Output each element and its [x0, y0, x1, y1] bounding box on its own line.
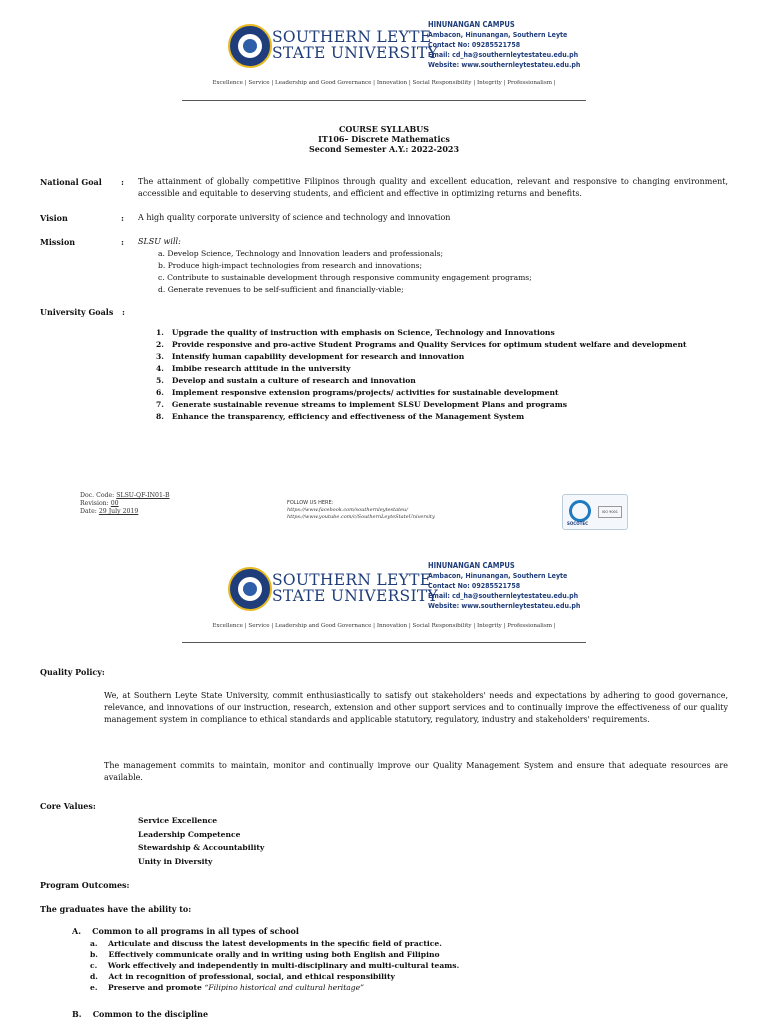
- national-goal-text: The attainment of globally competitive Filipinos through quality and excellent education, relevant and responsive to changing environment, accessible and equitable to deserving students, and efficient and effective in optimizing returns and benefits.: [138, 177, 728, 198]
- header-divider: [182, 100, 586, 101]
- revision: 00: [110, 500, 119, 507]
- youtube-link[interactable]: https://www.youtube.com/c/SouthernLeyteStateUniversity: [287, 514, 435, 520]
- list-item: 2. Provide responsive and pro-active Student Programs and Quality Services for optimum student welfare and development: [156, 340, 687, 349]
- campus-address: Ambacon, Hinunangan, Southern Leyte: [428, 31, 568, 39]
- mission-label: Mission: [40, 237, 76, 247]
- doc-date: 29 July 2019: [98, 508, 139, 515]
- list-item: Unity in Diversity: [138, 856, 213, 866]
- list-item: 7. Generate sustainable revenue streams to implement SLSU Development Plans and programs: [156, 400, 568, 409]
- list-item: a. Develop Science, Technology and Innovation leaders and professionals;: [158, 249, 444, 258]
- list-item: 3. Intensify human capability development for research and innovation: [156, 352, 465, 361]
- university-name-line2: STATE UNIVERSITY: [272, 587, 439, 605]
- list-item: 4. Imbibe research attitude in the university: [156, 364, 351, 373]
- list-item: Service Excellence: [138, 816, 218, 825]
- university-name-line2: STATE UNIVERSITY: [272, 44, 439, 62]
- document-control: Doc. Code: SLSU-QF-IN01-B Revision: 00 Date: 29 July 2019: [80, 492, 170, 515]
- core-values-tagline: Excellence | Service | Leadership and Good Governance | Innovation | Social Responsibility | Integrity | Professionalism |: [212, 80, 556, 86]
- university-name-line1: SOUTHERN LEYTE: [272, 571, 432, 589]
- outcome-group-b: B. Common to the discipline: [72, 1009, 209, 1019]
- campus-website: Website: www.southernleytestateu.edu.ph: [428, 602, 581, 610]
- vision-colon: :: [121, 213, 124, 223]
- list-item: 1. Upgrade the quality of instruction with emphasis on Science, Technology and Innovations: [156, 328, 555, 337]
- follow-label: FOLLOW US HERE:: [287, 500, 334, 506]
- list-item: 6. Implement responsive extension programs/projects/ activities for sustainable development: [156, 388, 559, 397]
- campus-contact-block: [428, 561, 580, 611]
- quality-policy-para2: The management commits to maintain, monitor and continually improve our Quality Management System and ensure that adequate resources are available.: [104, 761, 728, 782]
- facebook-link[interactable]: https://www.facebook.com/southernleytestateu/: [287, 507, 408, 513]
- list-item: Stewardship & Accountability: [138, 843, 265, 852]
- national-goal-colon: :: [121, 177, 124, 187]
- certification-badge-icon: SOCOTEC ISO 9001: [562, 494, 628, 530]
- list-item: Leadership Competence: [138, 829, 241, 839]
- university-goals-list: [156, 327, 687, 423]
- list-item: b. Produce high-impact technologies from research and innovations;: [158, 261, 423, 270]
- header-divider: [182, 642, 586, 643]
- core-values-tagline: Excellence | Service | Leadership and Good Governance | Innovation | Social Responsibility | Integrity | Professionalism |: [212, 623, 556, 629]
- national-goal-label: National Goal: [40, 177, 102, 187]
- university-name: [272, 29, 438, 61]
- syllabus-title: [0, 124, 768, 154]
- outcome-group-a: A. Common to all programs in all types of school: [72, 926, 299, 936]
- vision-text: A high quality corporate university of science and technology and innovation: [138, 213, 451, 222]
- program-outcomes-heading: Program Outcomes:: [40, 880, 130, 890]
- mission-list: [158, 248, 532, 296]
- university-seal-icon: [228, 24, 272, 68]
- core-values-list: [138, 814, 264, 868]
- campus-email: Email: cd_ha@southernleytestateu.edu.ph: [428, 51, 579, 59]
- title-course: IT106– Discrete Mathematics: [318, 134, 450, 144]
- university-name-line1: SOUTHERN LEYTE: [272, 28, 432, 46]
- list-item: 5. Develop and sustain a culture of research and innovation: [156, 376, 416, 385]
- list-item: a. Articulate and discuss the latest developments in the specific field of practice.: [90, 939, 442, 948]
- list-item: e. Preserve and promote “Filipino historical and cultural heritage”: [90, 983, 365, 992]
- university-goals-colon: :: [122, 307, 125, 317]
- title-line1: COURSE SYLLABUS: [338, 124, 430, 134]
- campus-contact: Contact No: 09285521758: [428, 582, 521, 590]
- list-item: d. Generate revenues to be self-sufficient and financially-viable;: [158, 285, 404, 294]
- university-goals-label: University Goals: [40, 307, 114, 317]
- vision-label: Vision: [40, 213, 68, 223]
- title-semester: Second Semester A.Y.: 2022-2023: [308, 144, 460, 154]
- university-seal-icon: [228, 567, 272, 611]
- campus-title: HINUNANGAN CAMPUS: [428, 20, 515, 29]
- list-item: d. Act in recognition of professional, social, and ethical responsibility: [90, 972, 395, 981]
- campus-address: Ambacon, Hinunangan, Southern Leyte: [428, 572, 568, 580]
- doc-code: SLSU-QF-IN01-B: [116, 492, 170, 499]
- campus-contact-block: [428, 20, 580, 70]
- program-outcomes-intro: The graduates have the ability to:: [40, 904, 192, 914]
- quality-policy-heading: Quality Policy:: [40, 667, 105, 677]
- mission-intro: SLSU will:: [138, 237, 181, 246]
- social-links: [287, 500, 435, 521]
- quality-policy-para1: We, at Southern Leyte State University, commit enthusiastically to satisfy out stakeholders' needs and expectations by adhering to good governance, relevance, and innovations of our instruction, research, extension and other support services and to continually improve the effectiveness of our quality management system in compliance to ethical standards and applicable statutory, regulatory, industry and stakeholders' requirements.: [104, 691, 728, 724]
- campus-email: Email: cd_ha@southernleytestateu.edu.ph: [428, 592, 579, 600]
- outcome-list: [90, 938, 459, 993]
- core-values-heading: Core Values:: [40, 801, 96, 811]
- mission-colon: :: [121, 237, 124, 247]
- campus-website: Website: www.southernleytestateu.edu.ph: [428, 61, 581, 69]
- campus-title: HINUNANGAN CAMPUS: [428, 561, 515, 570]
- university-name: [272, 572, 438, 604]
- campus-contact: Contact No: 09285521758: [428, 41, 521, 49]
- list-item: 8. Enhance the transparency, efficiency and effectiveness of the Management System: [156, 412, 525, 421]
- list-item: c. Work effectively and independently in multi-disciplinary and multi-cultural teams.: [90, 961, 460, 970]
- list-item: b. Effectively communicate orally and in writing using both English and Filipino: [90, 950, 440, 959]
- list-item: c. Contribute to sustainable development through responsive community engagement programs;: [158, 273, 532, 282]
